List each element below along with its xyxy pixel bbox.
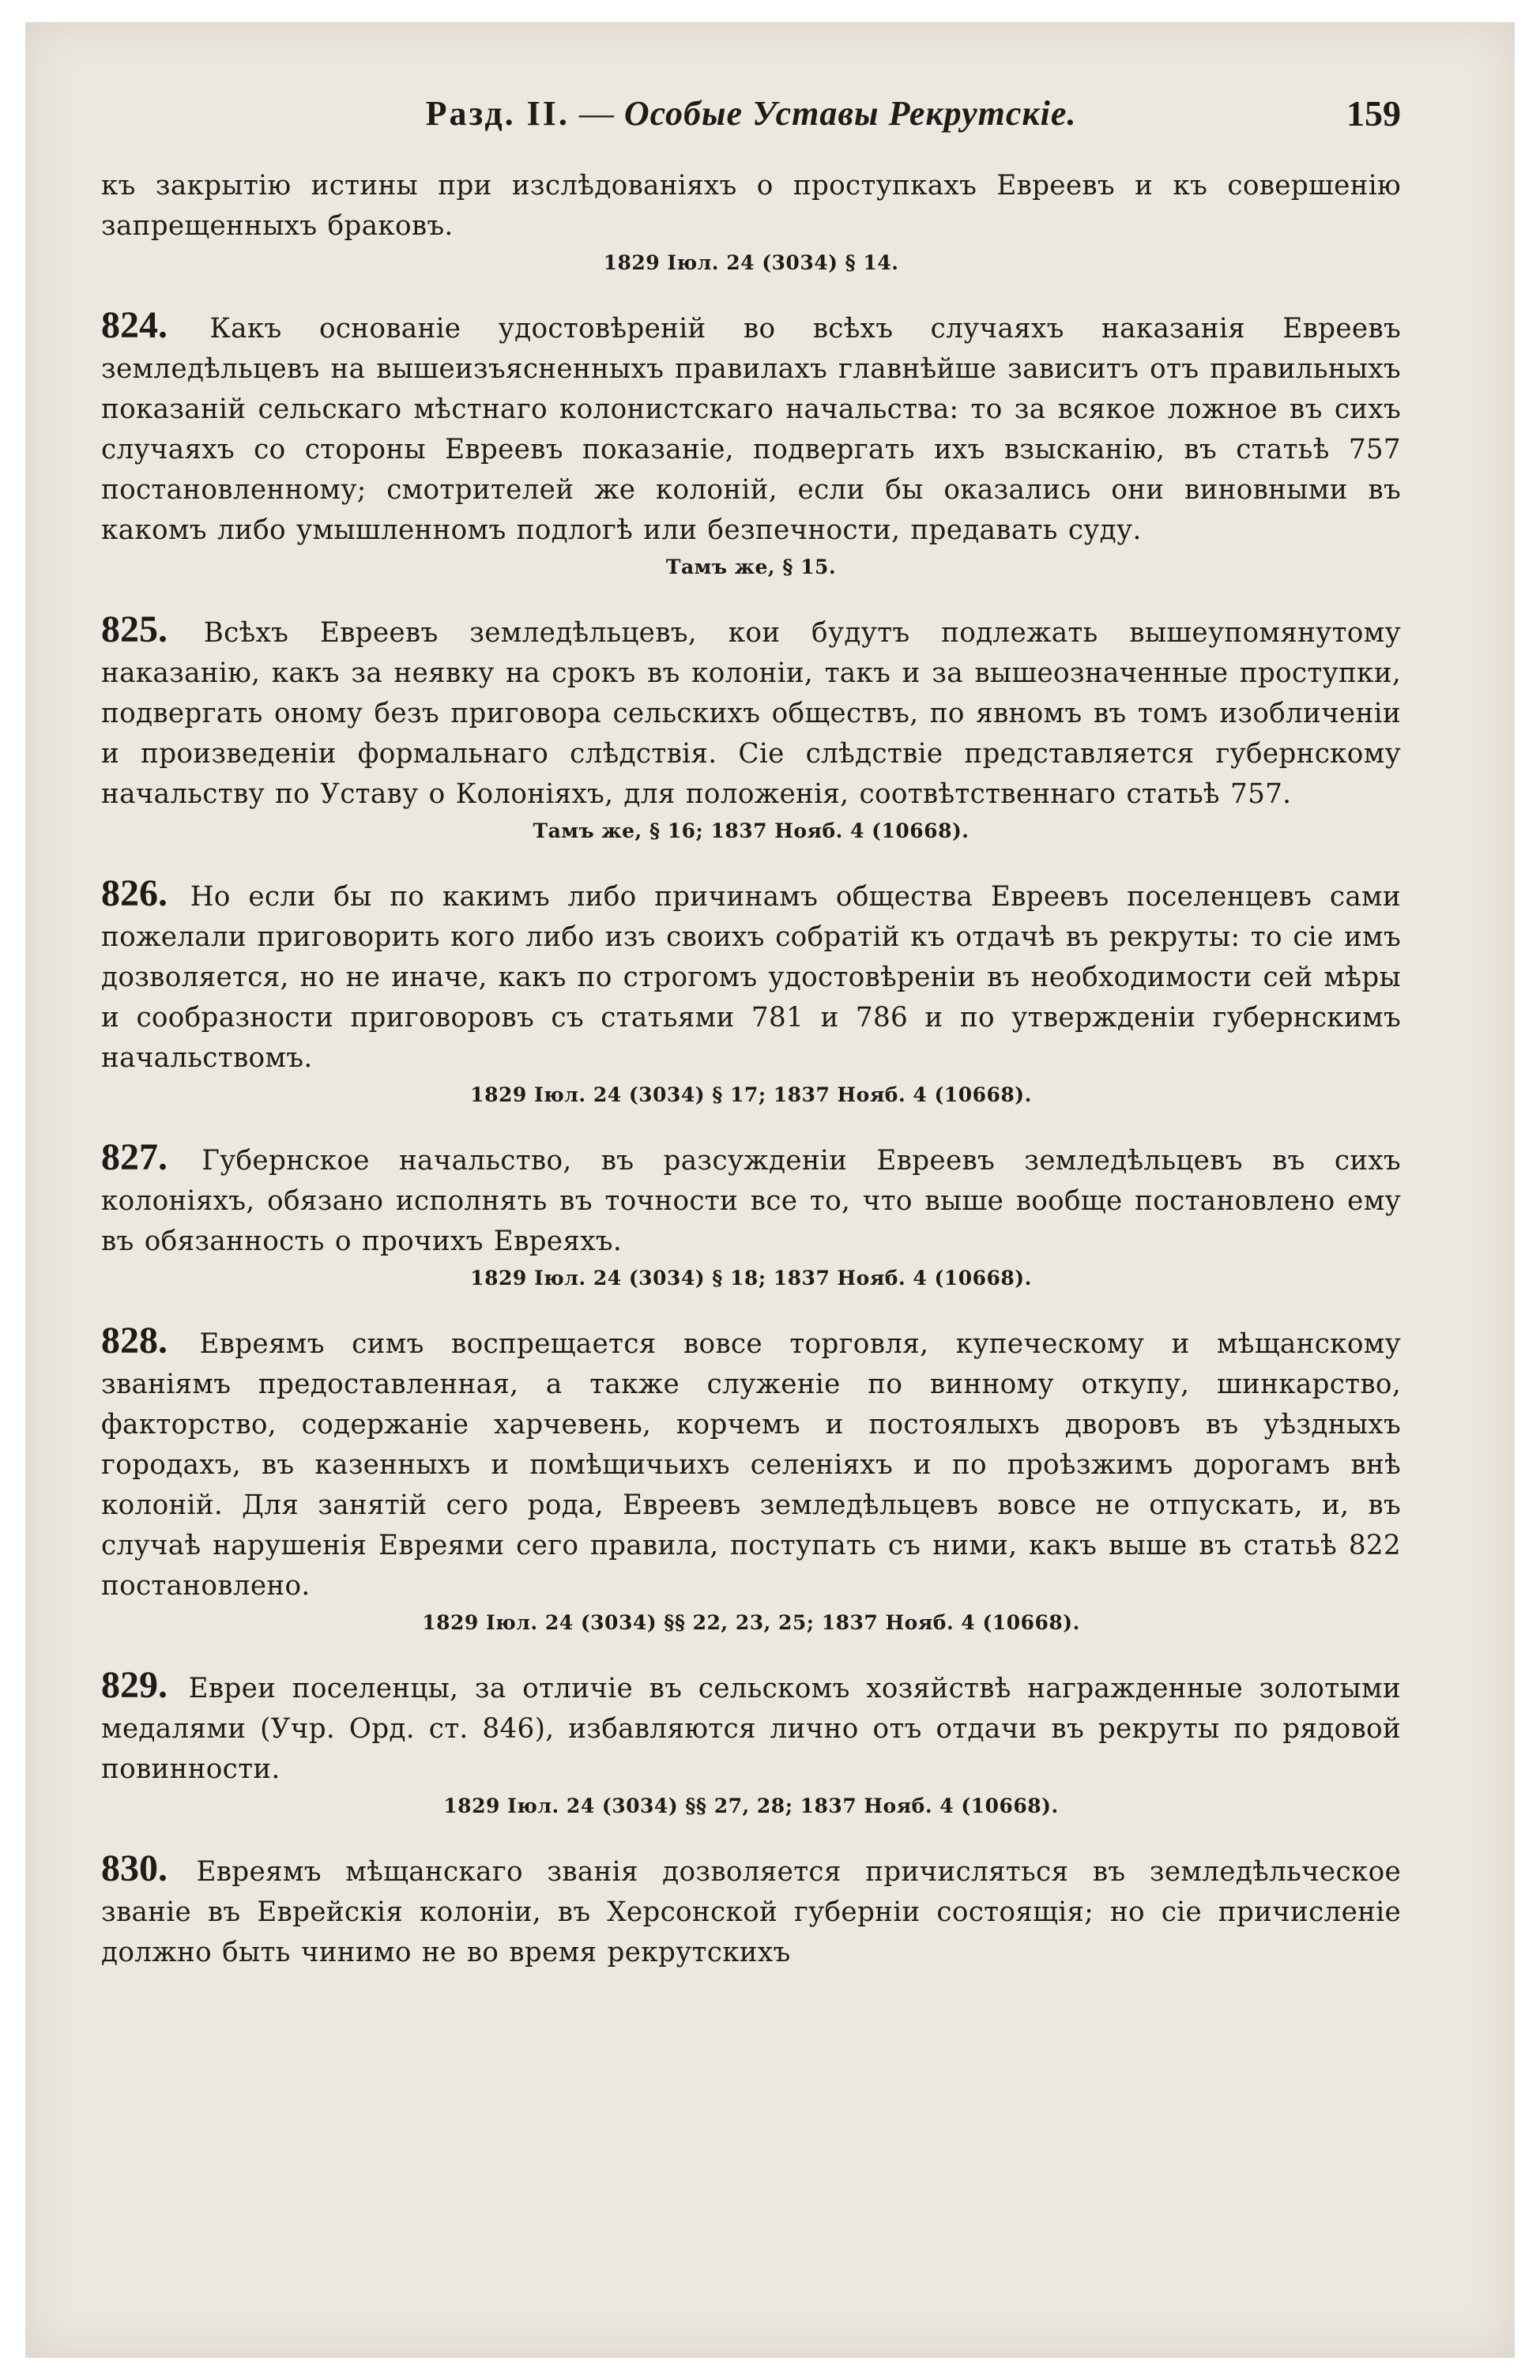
article-829: [101, 1665, 1401, 1821]
running-title: [101, 88, 1401, 139]
article-source: 1829 Iюл. 24 (3034) §§ 22, 23, 25; 1837 Нояб. 4 (10668).: [422, 1611, 1080, 1634]
article-text: Губернское начальство, въ разсужденiи Евреевъ земледѣльцевъ въ сихъ колонiяхъ, обязано исполнять въ точности все то, что выше вообще постановлено ему въ обязанность о прочихъ Евреяхъ.: [101, 1145, 1401, 1257]
book-page: [25, 22, 1515, 2358]
article-body: [101, 1665, 1401, 1790]
article-830: [101, 1848, 1401, 1973]
article-number: 827.: [101, 1136, 168, 1178]
article-number: 826.: [101, 872, 168, 914]
article-text: Евреямъ мѣщанскаго званiя дозволяется причисляться въ земледѣльческое званiе въ Еврейскiя колонiи, въ Херсонской губернiи состоящiя; но сiе причисленiе должно быть чинимо не во время рекрутскихъ: [101, 1856, 1401, 1968]
section-title: Особые Уставы Рекрутскiе.: [623, 94, 1077, 133]
article-number: 825.: [101, 608, 168, 650]
article-text: Евреи поселенцы, за отличiе въ сельскомъ хозяйствѣ награжденные золотыми медалями (Учр. Орд. ст. 846), избавляются лично отъ отдачи въ рекруты по рядовой повинности.: [101, 1673, 1401, 1785]
article-body: [101, 1320, 1401, 1606]
lead-source: 1829 Iюл. 24 (3034) § 14.: [603, 251, 899, 274]
article-text: Евреямъ симъ воспрещается вовсе торговля, купеческому и мѣщанскому званiямъ предоставленная, а также служенiе по винному откупу, шинкарство, факторство, содержанiе харчевень, корчемъ и постоялыхъ дворовъ въ уѣздныхъ городахъ, въ казенныхъ и помѣщичьихъ селенiяхъ и по проѣзжимъ дорогамъ внѣ колонiй. Для занятiй сего рода, Евреевъ земледѣльцевъ вовсе не отпускать, и, въ случаѣ нарушенiя Евреями сего правила, поступать съ ними, какъ выше въ статьѣ 822 постановлено.: [101, 1328, 1402, 1602]
article-body: [101, 1848, 1401, 1973]
lead-text: къ закрытiю истины при изслѣдованiяхъ о проступкахъ Евреевъ и къ совершенiю запрещенныхъ браковъ.: [101, 170, 1401, 242]
running-header: [101, 88, 1401, 139]
article-number: 828.: [101, 1320, 168, 1361]
article-text: Какъ основанiе удостовѣренiй во всѣхъ случаяхъ наказанiя Евреевъ земледѣльцевъ на вышеизъясненныхъ правилахъ главнѣйше зависитъ отъ правильныхъ показанiй сельскаго мѣстнаго колонистскаго начальства: то за всякое ложное въ сихъ случаяхъ со стороны Евреевъ показанiе, подвергать ихъ взысканiю, въ статьѣ 757 постановленному; смотрителей же колонiй, если бы оказались они виновными въ какомъ либо умышленномъ подлогѣ или безпечности, предавать суду.: [101, 313, 1401, 546]
article-source: 1829 Iюл. 24 (3034) § 18; 1837 Нояб. 4 (10668).: [470, 1267, 1032, 1290]
article-828: [101, 1320, 1401, 1638]
article-text: Но если бы по какимъ либо причинамъ общества Евреевъ поселенцевъ сами пожелали приговорить кого либо изъ своихъ собратiй къ отдачѣ въ рекруты: то сiе имъ дозволяется, но не иначе, какъ по строгомъ удостовѣренiи въ необходимости сей мѣры и сообразности приговоровъ съ статьями 781 и 786 и по утвержденiи губернскимъ начальствомъ.: [101, 881, 1401, 1074]
article-source: 1829 Iюл. 24 (3034) § 17; 1837 Нояб. 4 (10668).: [470, 1083, 1032, 1106]
article-827: [101, 1137, 1401, 1294]
article-body: [101, 305, 1401, 551]
article-body: [101, 609, 1401, 815]
text-column: [101, 88, 1401, 1973]
section-label: Разд. II.: [425, 94, 570, 133]
article-number: 830.: [101, 1847, 168, 1889]
article-text: Всѣхъ Евреевъ земледѣльцевъ, кои будутъ подлежать вышеупомянутому наказанiю, какъ за неявку на срокъ въ колонiи, такъ и за вышеозначенные проступки, подвергать оному безъ приговора сельскихъ обществъ, по явномъ въ томъ изобличенiи и произведенiи формальнаго слѣдствiя. Сiе слѣдствiе представляется губернскому начальству по Уставу о Колонiяхъ, для положенiя, соотвѣтственнаго статьѣ 757.: [101, 617, 1401, 810]
article-source: Тамъ же, § 15.: [665, 555, 837, 578]
article-826: [101, 873, 1401, 1110]
article-source: Тамъ же, § 16; 1837 Нояб. 4 (10668).: [533, 819, 970, 842]
header-dash: —: [569, 94, 624, 133]
article-824: [101, 305, 1401, 582]
article-body: [101, 1137, 1401, 1262]
article-number: 829.: [101, 1664, 168, 1706]
article-body: [101, 873, 1401, 1079]
article-number: 824.: [101, 304, 168, 346]
article-source: 1829 Iюл. 24 (3034) §§ 27, 28; 1837 Нояб. 4 (10668).: [443, 1794, 1059, 1817]
page-number: 159: [1346, 93, 1401, 134]
lead-continuation: [101, 166, 1401, 278]
article-825: [101, 609, 1401, 846]
